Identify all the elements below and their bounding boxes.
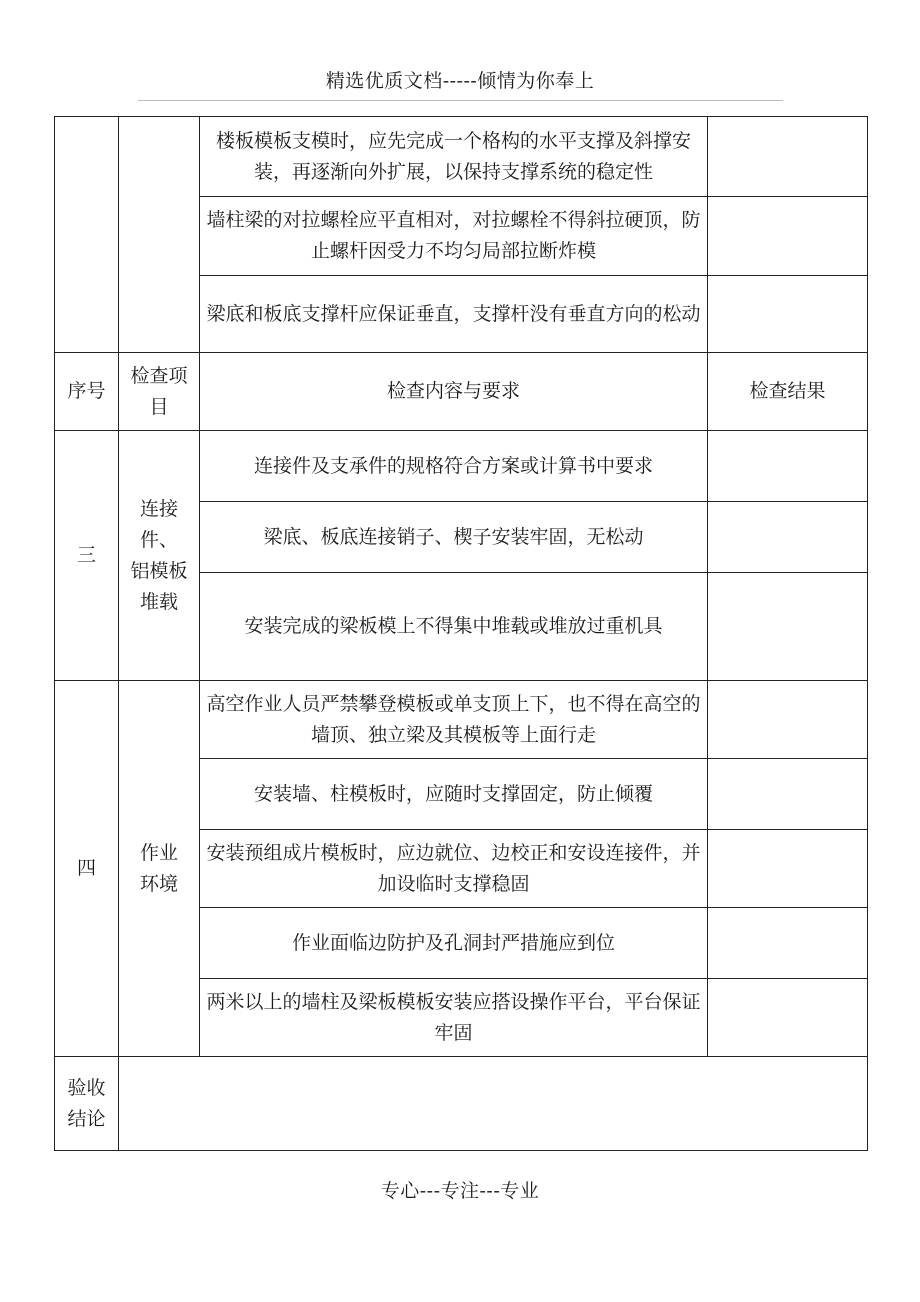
table-row [55, 117, 868, 197]
no-cell-continued [55, 117, 119, 353]
result-cell[interactable] [708, 197, 868, 276]
result-cell[interactable] [708, 759, 868, 830]
conclusion-label: 验收结论 [55, 1057, 119, 1151]
item-cell-continued [119, 117, 200, 353]
result-cell[interactable] [708, 830, 868, 908]
section-4-item-line1: 作业 [139, 841, 178, 864]
header-item: 检查项目 [119, 353, 200, 431]
content-cell: 两米以上的墙柱及梁板模板安装应搭设操作平台，平台保证牢固 [200, 979, 708, 1057]
content-cell: 梁底和板底支撑杆应保证垂直，支撑杆没有垂直方向的松动 [200, 276, 708, 353]
header-content: 检查内容与要求 [200, 353, 708, 431]
content-cell: 楼板模板支模时，应先完成一个格构的水平支撑及斜撑安装，再逐渐向外扩展，以保持支撑系统的稳定性 [200, 117, 708, 197]
content-cell: 安装预组成片模板时，应边就位、边校正和安设连接件，并加设临时支撑稳固 [200, 830, 708, 908]
section-3-no: 三 [55, 431, 119, 681]
section-3-item-line1: 连接件、 [139, 497, 178, 551]
section-3-item [119, 431, 200, 681]
section-3-item-line2: 铝模板堆载 [130, 559, 188, 613]
inspection-table [54, 116, 868, 1151]
result-cell[interactable] [708, 117, 868, 197]
result-cell[interactable] [708, 431, 868, 502]
header-result: 检查结果 [708, 353, 868, 431]
content-cell: 梁底、板底连接销子、楔子安装牢固，无松动 [200, 502, 708, 573]
result-cell[interactable] [708, 573, 868, 681]
result-cell[interactable] [708, 908, 868, 979]
result-cell[interactable] [708, 276, 868, 353]
content-cell: 连接件及支承件的规格符合方案或计算书中要求 [200, 431, 708, 502]
table-row [55, 681, 868, 759]
conclusion-value[interactable] [119, 1057, 868, 1151]
content-cell: 安装完成的梁板模上不得集中堆载或堆放过重机具 [200, 573, 708, 681]
table-row [55, 431, 868, 502]
content-cell: 安装墙、柱模板时，应随时支撑固定，防止倾覆 [200, 759, 708, 830]
result-cell[interactable] [708, 681, 868, 759]
page-header: 精选优质文档-----倾情为你奉上 [325, 70, 595, 92]
content-cell: 墙柱梁的对拉螺栓应平直相对，对拉螺栓不得斜拉硬顶，防止螺杆因受力不均匀局部拉断炸模 [200, 197, 708, 276]
conclusion-row [55, 1057, 868, 1151]
result-cell[interactable] [708, 979, 868, 1057]
section-4-item [119, 681, 200, 1057]
result-cell[interactable] [708, 502, 868, 573]
content-cell: 作业面临边防护及孔洞封严措施应到位 [200, 908, 708, 979]
page-footer: 专心---专注---专业 [380, 1180, 540, 1202]
table-header-row [55, 353, 868, 431]
section-4-item-line2: 环境 [139, 872, 178, 895]
section-4-no: 四 [55, 681, 119, 1057]
header-divider [138, 100, 783, 101]
content-cell: 高空作业人员严禁攀登模板或单支顶上下，也不得在高空的墙顶、独立梁及其模板等上面行走 [200, 681, 708, 759]
header-no: 序号 [55, 353, 119, 431]
